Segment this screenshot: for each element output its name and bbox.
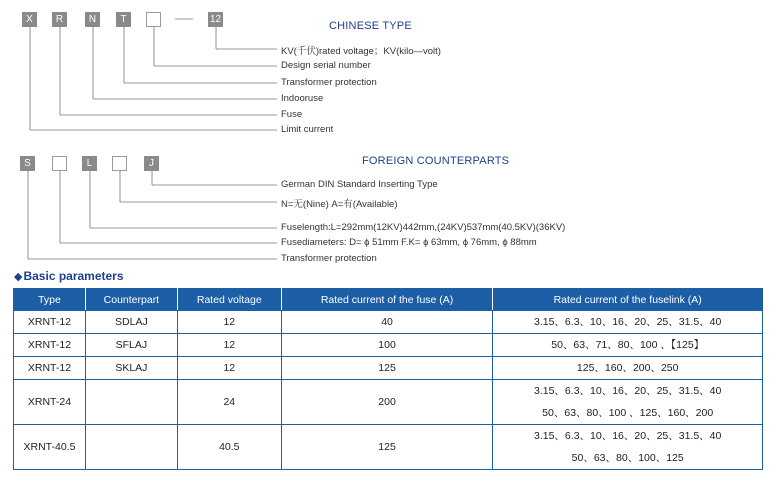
desc-indoor-use: Indooruse [281,93,324,104]
fuselink-line: 50、63、80、100、125 [571,452,684,464]
cell-voltage: 12 [177,357,281,380]
table-row [14,357,763,380]
cell-counterpart: SKLAJ [85,357,177,380]
cell-type: XRNT-12 [14,357,86,380]
cell-fuselink [493,357,763,380]
header-type: Type [14,289,86,311]
fuselink-line: 3.15、6.3、10、16、20、25、31.5、40 [534,430,722,442]
code-box-j: J [144,156,159,171]
code-box-t: T [116,12,131,27]
basic-parameters-title [14,269,124,283]
cell-fuse-current: 100 [281,334,493,357]
cell-type: XRNT-12 [14,311,86,334]
cell-type: XRNT-24 [14,380,86,425]
cell-fuse-current: 125 [281,425,493,470]
cell-voltage: 12 [177,334,281,357]
desc-fuse-diameters: Fusediameters: D= ϕ 51mm F.K= ϕ 63mm, ϕ 76mm, ϕ 88mm [281,237,537,248]
desc-limit-current: Limit current [281,124,334,135]
code-box-blank-2 [112,156,127,171]
code-box-s: S [20,156,35,171]
cell-counterpart: SFLAJ [85,334,177,357]
header-fuse-current: Rated current of the fuse (A) [281,289,493,311]
basic-parameters-table [13,288,763,470]
cell-counterpart [85,380,177,425]
table-row [14,380,763,425]
desc-rated-voltage: KV(千伏)rated voltage；KV(kilo—volt) [281,46,441,57]
code-box-blank-1 [52,156,67,171]
fuselink-line: 3.15、6.3、10、16、20、25、31.5、40 [534,316,722,328]
desc-serial-number: Design serial number [281,60,371,71]
table-row [14,334,763,357]
cell-fuse-current: 200 [281,380,493,425]
cell-fuselink [493,380,763,425]
cell-voltage: 24 [177,380,281,425]
cell-voltage: 12 [177,311,281,334]
desc-transformer-protection-foreign: Transformer protection [281,253,377,264]
fuselink-line: 50、63、71、80、100 、【125】 [551,339,705,351]
cell-type: XRNT-12 [14,334,86,357]
foreign-counterparts-heading: FOREIGN COUNTERPARTS [362,155,510,167]
chinese-type-heading: CHINESE TYPE [329,20,412,32]
desc-fuse: Fuse [281,109,303,120]
code-box-n: N [85,12,100,27]
header-counterpart: Counterpart [85,289,177,311]
diamond-bullet-icon: ◆ [14,271,23,283]
code-box-l: L [82,156,97,171]
code-box-voltage: 12 [209,14,222,25]
cell-type: XRNT-40.5 [14,425,86,470]
cell-fuselink [493,425,763,470]
cell-voltage: 40.5 [177,425,281,470]
code-box-serial [146,12,161,27]
cell-counterpart: SDLAJ [85,311,177,334]
cell-counterpart [85,425,177,470]
basic-parameters-title-text: Basic parameters [23,269,124,283]
cell-fuselink [493,311,763,334]
desc-availability: N=无(Nine) A=有(Available) [281,199,398,210]
desc-fuse-length: Fuselength:L=292mm(12KV)442mm,(24KV)537mm(40.5KV)(36KV) [281,222,566,233]
header-rated-voltage: Rated voltage [177,289,281,311]
cell-fuse-current: 125 [281,357,493,380]
desc-din-standard: German DIN Standard Inserting Type [281,179,438,190]
code-box-r: R [52,12,67,27]
fuselink-line: 125、160、200、250 [576,362,679,374]
code-box-x: X [22,12,37,27]
fuselink-line: 50、63、80、100 、125、160、200 [542,407,714,419]
header-fuselink-current: Rated current of the fuselink (A) [493,289,763,311]
cell-fuse-current: 40 [281,311,493,334]
desc-transformer-protection: Transformer protection [281,77,377,88]
fuselink-line: 3.15、6.3、10、16、20、25、31.5、40 [534,385,722,397]
table-header-row [14,289,763,311]
table-row [14,425,763,470]
table-row [14,311,763,334]
cell-fuselink [493,334,763,357]
